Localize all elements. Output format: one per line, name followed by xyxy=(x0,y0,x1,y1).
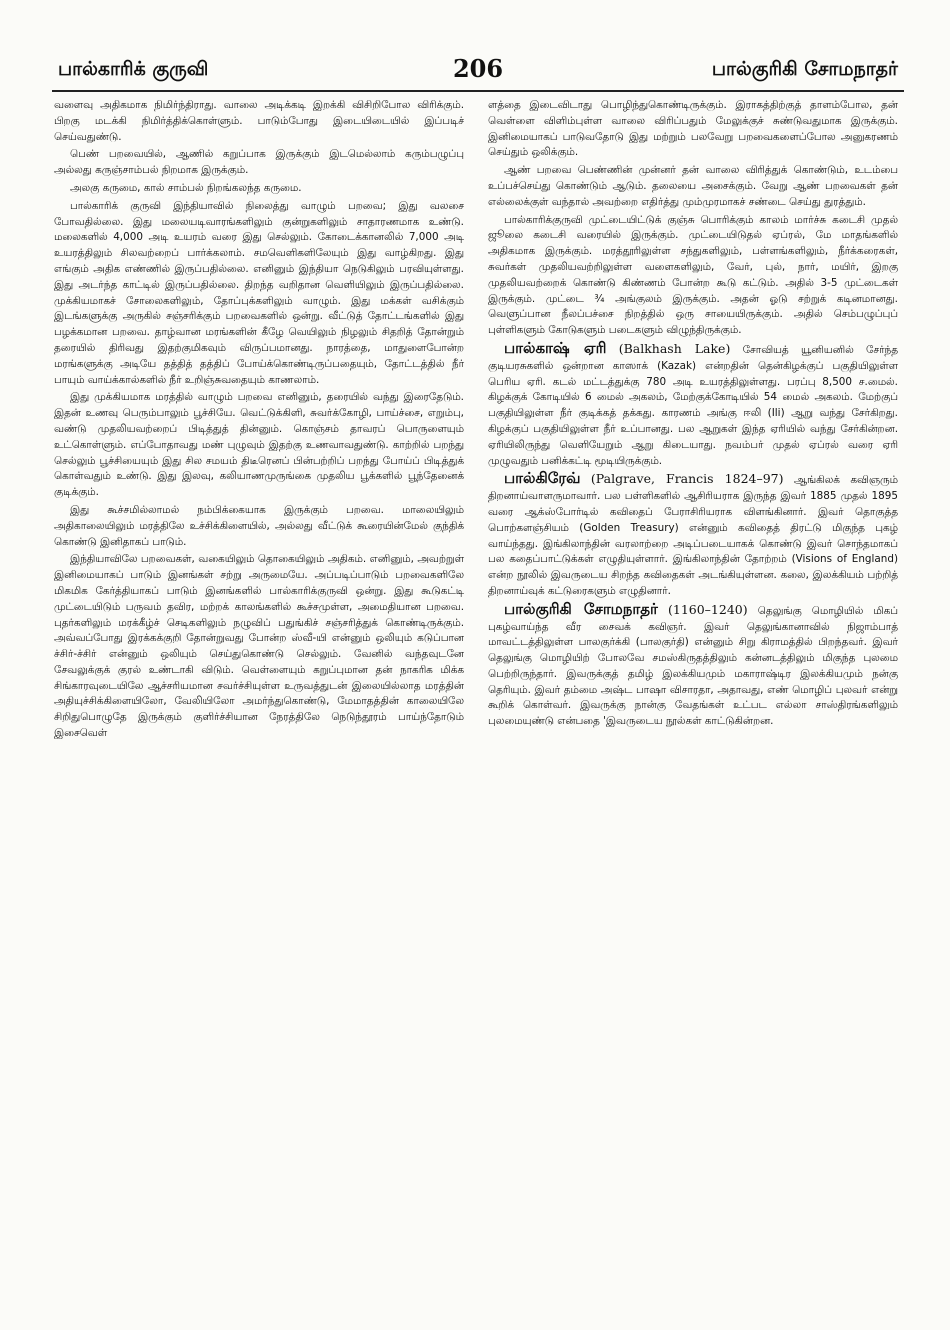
entry-headword: பால்காஷ் ஏரி xyxy=(504,338,607,357)
entry-roman: (1160–1240) xyxy=(667,601,748,617)
page-header xyxy=(52,52,904,92)
paragraph: இந்தியாவிலே பறவைகள், வகையிலும் தொகையிலும் அதிகம். எனினும், அவற்றுள் இனிமையாகப் பாடும் இனங்கள் சற்று அருமையே. அப்படிப்பாடும் பறவைகளிலே மிகமிக கேர்த்தியாகப் பாடும் இனங்களில் பால்காரிக்குருவி ஒன்று. இது கூடுகட்டி முட்டையிடும் பருவம் தவிர, மற்றக் காலங்களில் கூச்சமுள்ள, அமைதியான பறவை. புதர்களிலும் மரக்கீழ்ச் செடிகளிலும் நழுவிப் பதுங்கிச் சஞ்சரித்துக் கொண்டிருக்கும். அவ்வப்போது இரக்கக்குறி தோன்றுவது போன்ற ஸ்வீ-யி என்னும் ஒலியும் கடுப்பான ச்சிர்-ச்சிர் என்னும் ஒலியும் செய்துகொண்டு செல்லும். வேனில் வந்தவுடனே சேவலுக்குக் குரல் உண்டாகி விடும். வெள்ளையும் கறுப்புமான தன் நாகரிக மிக்க சிங்காரவுடையிலே ஆச்சரியமான சவர்ச்சியுள்ள உருவத்துடன் இலையில்லாத மரத்தின் அதியுச்சிக்கிளையிலோ, வேலியிலோ அமர்ந்துகொண்டு, மேமாதத்தின் காலையிலே சிறிதுபொழுதே இருக்கும் குளிர்ச்சியான நேரத்திலே நெடுந்தூரம் பாய்ந்தோடும் இசைவெள் xyxy=(54,553,464,740)
paragraph: இது கூச்சமில்லாமல் நம்பிக்கையாக இருக்கும் பறவை. மாலையிலும் அதிகாலையிலும் மரத்திலே உச்சிக்கிளையில், அல்லது வீட்டுக் கூரையின்மேல் குந்திக் கொண்டு இனிதாகப் பாடும். xyxy=(54,503,464,548)
entry-headword: பால்குரிகி சோமநாதர் xyxy=(504,599,658,618)
entry-balkhash-lake xyxy=(488,338,898,469)
page-number: 206 xyxy=(452,54,504,83)
paragraph: பால்காரிக்குருவி முட்டையிட்டுக் குஞ்சு பொரிக்கும் காலம் மார்ச்சு கடைசி முதல் ஜூலை கடைசி வரையில் இருக்கும். முட்டையிடுதல் ஏப்ரல், மே மாதங்களில் அதிகமாக இருக்கும். மரத்தூரிலுள்ள சந்துகளிலும், பள்ளங்களிலும், நீர்க்கரைகள், சுவர்கள் முதலியவற்றிலுள்ள வளைகளிலும், வேர், புல், நார், மயிர், இறகு முதலியவற்றைக் கொண்டு கிண்ணம் போன்ற கூடு கட்டும். அதில் 3-5 முட்டைகள் இருக்கும். முட்டை ¾ அங்குலம் இருக்கும். அதன் ஓடு சற்றுக் கடினமானது. வெளுப்பான நீலப்பச்சை நிறத்தில் ஒரு சாயையிருக்கும். அதில் செம்பழுப்புப் புள்ளிகளும் கோடுகளும் படைகளும் விழுந்திருக்கும். xyxy=(488,213,898,337)
encyclopedia-page xyxy=(52,52,904,1302)
paragraph: அலகு கருமை, கால் சாம்பல் நிறங்கலந்த கருமை. xyxy=(70,181,302,194)
paragraph: ளத்தை இடைவிடாது பொழிந்துகொண்டிருக்கும். இராகத்திற்குத் தாளம்போல, தன் வெள்ளை விளிம்புள்ள வாலை விரிப்பதும் மேலுக்குச் சுண்டுவதுமாக இருக்கும். இனிமையாகப் பாடுவதோடு இது மற்றும் பலவேறு பறவைகளைப்போல அனுகரணம் செய்தும் ஒலிக்கும். xyxy=(488,99,898,159)
entry-palkuriki-somanatha xyxy=(488,599,898,730)
entry-headword: பால்கிரேவ் xyxy=(504,469,581,488)
running-head-right: பால்குரிகி சோமநாதர் xyxy=(711,58,898,80)
entry-body: ஆங்கிலக் கவிஞரும் திறனாய்வாளருமாவார். பல பள்ளிகளில் ஆசிரியராக இருந்த இவர் 1885 முதல் 1895 வரை ஆக்ஸ்போர்டில் கவிதைப் பேராசிரியராக விளங்கினார். இவர் தொகுத்த பொற்களஞ்சியம் (Golden Treasury) என்னும் கவிதைத் திரட்டு மிகுந்த புகழ் வாய்ந்தது. இங்கிலாந்தின் வரலாற்றை அடிப்படையாகக் கொண்டு இவர் சொந்தமாகப் பல கதைப்பாட்டுக்கள் எழுதியுள்ளார். இங்கிலாந்தின் தோற்றம் (Visions of England) என்ற நூலில் இவருடைய சிறந்த கவிதைகள் அடங்கியுள்ளன. கலை, இலக்கியம் பற்றித் திறனாய்வுக் கட்டுரைகளும் எழுதினார். xyxy=(488,474,898,597)
running-head-left: பால்காரிக் குருவி xyxy=(58,58,209,80)
entry-body: தெலுங்கு மொழியில் மிகப் புகழ்வாய்ந்த வீர சைவக் கவிஞர். இவர் தெலுங்கானாவில் நிஜாம்பாத் மாவட்டத்திலுள்ள பாலகுர்க்கி (பாலகுர்தி) என்னும் சிறு கிராமத்தில் பிறந்தவர். இவர் தெலுங்கு மொழியிற் போலவே சமஸ்கிருதத்திலும் கன்னடத்திலும் மிகுந்த புலமை பெற்றிருந்தார். இவருக்குத் தமிழ் இலக்கியமும் மகாராஷ்டிர இலக்கியமும் நன்கு தெரியும். இவர் தம்மை அஷ்ட பாஷா விசாரதா, அதாவது, எண் மொழிப் புலவர் என்று கூறிக் கொள்வர். இவருக்கு நான்கு வேதங்கள் உட்பட எல்லா சாஸ்திரங்களிலும் புலமையுண்டு என்பதை 'இவருடைய நூல்கள் காட்டுகின்றன. xyxy=(488,604,898,728)
entry-palgrave xyxy=(488,471,898,599)
paragraph: ஆண் பறவை பெண்ணின் முன்னர் தன் வாலை விரித்துக் கொண்டும், உடம்பை உப்பச்செய்து கொண்டும் ஆடும். தலையை அசைக்கும். வேறு ஆண் பறவைகள் தன் எல்லைக்குள் வந்தால் அவற்றை எதிர்த்து மும்முரமாகச் சண்டை செய்து துரத்தும். xyxy=(488,164,898,208)
entry-roman: (Balkhash Lake) xyxy=(618,340,731,356)
entry-body: சோவியத் யூனியனில் சேர்ந்த குடியரசுகளில் ஒன்றான காஸாக் (Kazak) என்றதின் தென்கிழக்குப் பகுதியிலுள்ள பெரிய ஏரி. கடல் மட்டத்துக்கு 780 அடி உயரத்திலுள்ளது. பரப்பு 8,500 ச.மைல். கிழக்குக் கோடியில் 6 மைல் அகலம், மேற்குக்கோடியில் 54 மைல் அகலம். மேற்குப் பகுதியிலுள்ள நீர் குடிக்கத் தக்கது. காரணம் அங்கு ஈலி (Ili) ஆறு வந்து சேர்கிறது. கிழக்குப் பகுதியிலுள்ள நீர் உப்பானது. பல ஆறுகள் இந்த ஏரியில் வந்து சேர்கின்றன. ஏரியிலிருந்து வெளியேறும் ஆறு கிடையாது. நவம்பர் முதல் ஏப்ரல் வரை ஏரி முழுவதும் பனிக்கட்டி மூடியிருக்கும். xyxy=(488,343,898,467)
left-column xyxy=(54,98,464,744)
entry-roman: (Palgrave, Francis 1824–97) xyxy=(590,471,784,487)
paragraph: வளைவு அதிகமாக நிமிர்ந்திராது. வாலை அடிக்கடி இறக்கி விசிறிபோல விரிக்கும். பிறகு மடக்கி நிமிர்த்திக்கொள்ளும். பாடும்போது இடையிடையில் இப்படிச் செய்வதுண்டு. xyxy=(54,99,464,143)
right-column xyxy=(488,98,898,732)
paragraph: இது முக்கியமாக மரத்தில் வாழும் பறவை எனினும், தரையில் வந்து இரைதேடும். இதன் உணவு பெரும்பாலும் பூச்சியே. வெட்டுக்கிளி, சுவர்க்கோழி, பாய்ச்சை, எறும்பு, வண்டு முதலியவற்றைப் பிடித்துத் தின்னும். கொஞ்சம் தாவரப் பொருளையும் உட்கொள்ளும். எப்போதாவது மண் புழுவும் இதற்கு உணவாவதுண்டு. காற்றில் பறந்து செல்லும் பூச்சியையும் இது சில சமயம் திடீரெனப் பின்பற்றிப் பறந்து போய்ப் பிடித்துக் கொள்வதும் உண்டு. இது இலவு, கலியாணமுருங்கை முதலிய பூக்களில் பூந்தேனைக் குடிக்கும். xyxy=(54,391,464,499)
paragraph: பால்காரிக் குருவி இந்தியாவில் நிலைத்து வாழும் பறவை; இது வலசை போவதில்லை. இது மலையடிவாரங்களிலும் குன்றுகளிலும் சாதாரணமாக உண்டு. மலைகளில் 4,000 அடி உயரம் வரை இது செல்லும். கோடைக்கானலில் 7,000 அடி உயரத்திலும் சிலவற்றைப் பார்க்கலாம். சமவெளிகளிலேயும் இது வாழ்கிறது. இது எங்கும் அதிக எண்ணில் இருப்பதில்லை. எனினும் இந்தியா நெடுகிலும் பரவியுள்ளது. இது அடர்ந்த காட்டில் இருப்பதில்லை. திறந்த வறிதான வெளியிலும் இருப்பதில்லை. முக்கியமாகச் சோலைகளிலும், தோப்புக்களிலும் வாழும். இது மக்கள் வசிக்கும் இடங்களுக்கு அருகில் சஞ்சரிக்கும் பறவைகளில் ஒன்று. வீட்டுத் தோட்டங்களில் இது பழக்கமான பறவை. தாழ்வான மரங்களின் கீழே வெயிலும் நிழலும் சிதறித் தோன்றும் தரையில் திரிவது இதற்குமிகவும் விருப்பமானது. நாரத்தை, மாதுளைபோன்ற மரங்களுக்கு அடியே தத்தித் தத்திப் போய்க்கொண்டிருப்பதையும், தோட்டத்தில் நீர் பாயும் வாய்க்கால்களில் நீர் உறிஞ்சுவதையும் காணலாம். xyxy=(54,199,464,386)
paragraph: பெண் பறவையில், ஆணில் கறுப்பாக இருக்கும் இடமெல்லாம் கரும்பழுப்பு அல்லது கருஞ்சாம்பல் நிறமாக இருக்கும். xyxy=(54,148,464,177)
